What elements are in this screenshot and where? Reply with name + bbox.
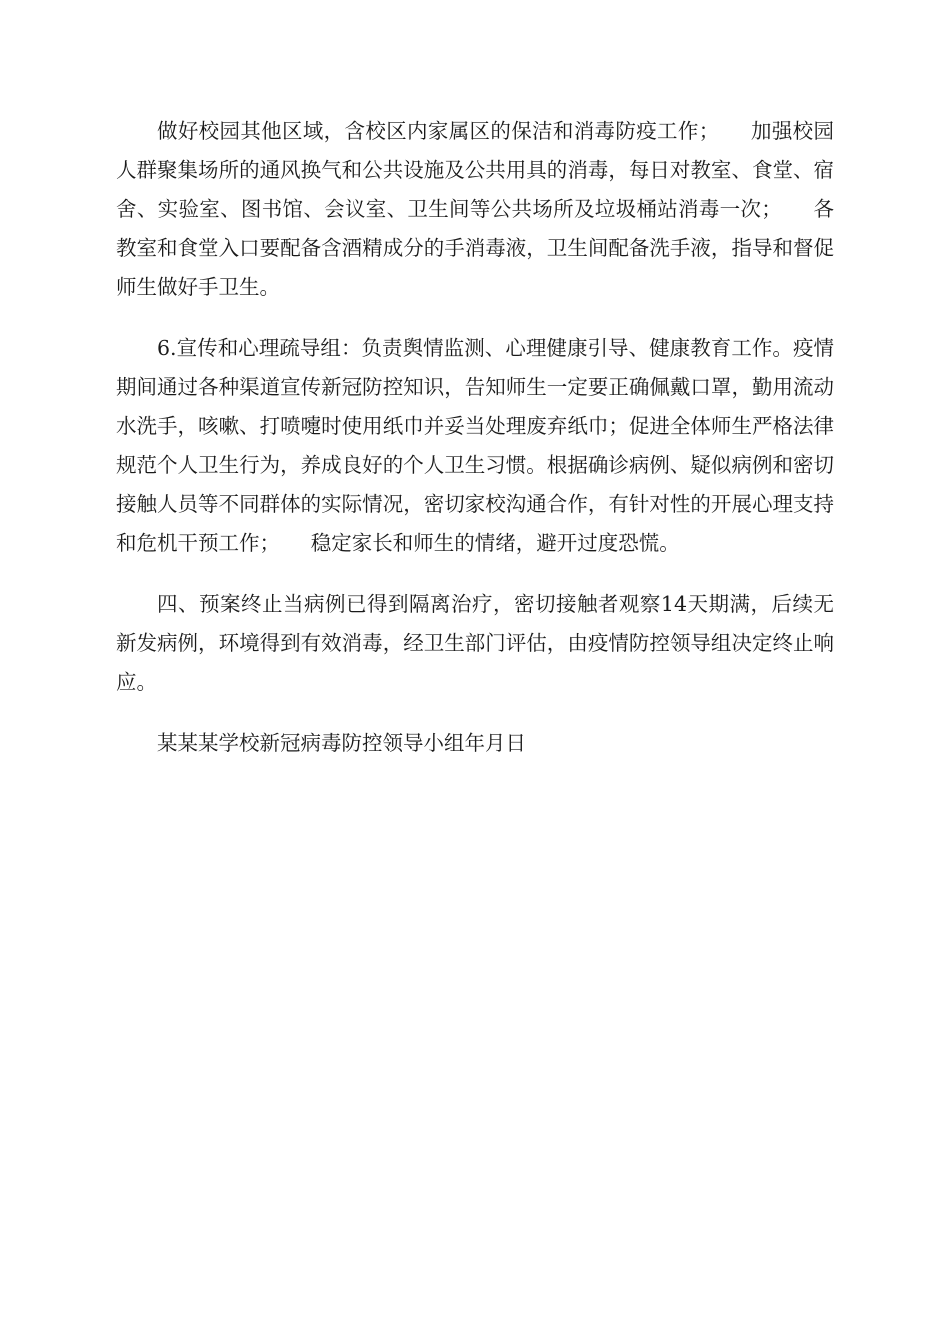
signature-line: 某某某学校新冠病毒防控领导小组年月日: [157, 731, 526, 755]
paragraph-plan-termination: 四、预案终止当病例已得到隔离治疗，密切接触者观察14天期满，后续无新发病例，环境得到有效消毒，经卫生部门评估，由疫情防控领导组决定终止响应。: [116, 592, 834, 694]
paragraph-publicity-psychology: 6.宣传和心理疏导组：负责舆情监测、心理健康引导、健康教育工作。疫情期间通过各种渠道宣传新冠防控知识，告知师生一定要正确佩戴口罩，勤用流动水洗手，咳嗽、打喷嚏时使用纸巾并妥当处理废弃纸巾；促进全体师生严格法律规范个人卫生行为，养成良好的个人卫生习惯。根据确诊病例、疑似病例和密切接触人员等不同群体的实际情况，密切家校沟通合作，有针对性的开展心理支持和危机干预工作； 稳定家长和师生的情绪，避开过度恐慌。: [116, 336, 834, 555]
paragraph-disinfection: 做好校园其他区域，含校区内家属区的保洁和消毒防疫工作； 加强校园人群聚集场所的通风换气和公共设施及公共用具的消毒，每日对教室、食堂、宿舍、实验室、图书馆、会议室、卫生间等公共场所及垃圾桶站消毒一次； 各教室和食堂入口要配备含酒精成分的手消毒液，卫生间配备洗手液，指导和督促师生做好手卫生。: [116, 119, 834, 299]
document-body: [116, 112, 834, 785]
